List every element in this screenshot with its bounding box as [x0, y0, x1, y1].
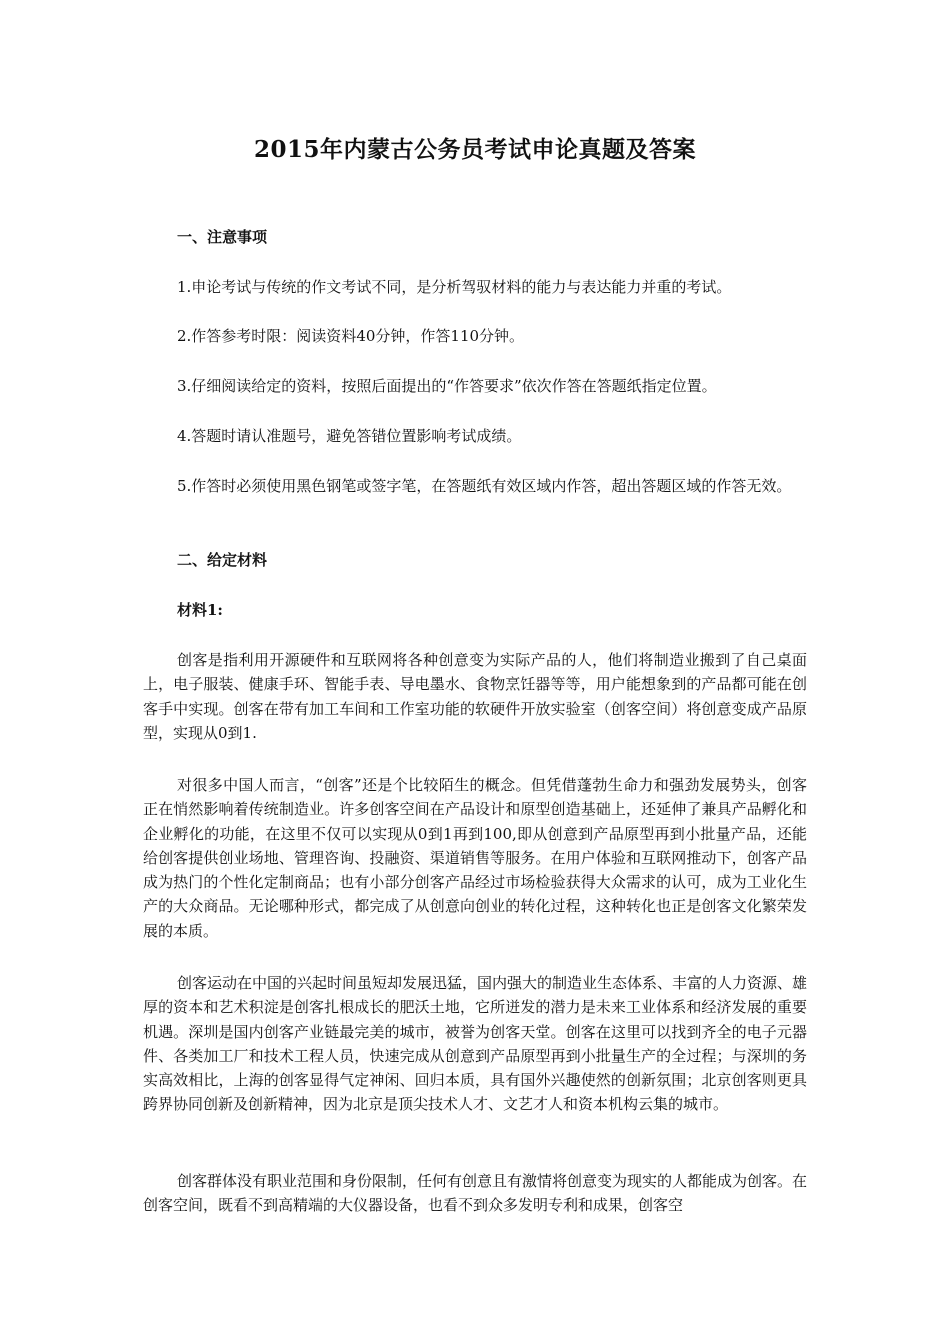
note-item-4: 4.答题时请认准题号，避免答错位置影响考试成绩。	[177, 427, 522, 445]
note-item-2: 2.作答参考时限：阅读资料40分钟，作答110分钟。	[177, 327, 525, 345]
note-item-1: 1.申论考试与传统的作文考试不同，是分析驾驭材料的能力与表达能力并重的考试。	[177, 278, 732, 296]
material-paragraph-3: 创客运动在中国的兴起时间虽短却发展迅猛，国内强大的制造业生态体系、丰富的人力资源、雄厚的资本和艺术积淀是创客扎根成长的肥沃土地，它所迸发的潜力是未来工业体系和经济发展的重要机遇。深圳是国内创客产业链最完美的城市，被誉为创客天堂。创客在这里可以找到齐全的电子元器件、各类加工厂和技术工程人员，快速完成从创意到产品原型再到小批量生产的全过程；与深圳的务实高效相比，上海的创客显得气定神闲、回归本质，具有国外兴趣使然的创新氛围；北京创客则更具跨界协同创新及创新精神，因为北京是顶尖技术人才、文艺才人和资本机构云集的城市。	[143, 974, 808, 1114]
section-heading-materials: 二、给定材料	[177, 551, 268, 569]
material-paragraph-2: 对很多中国人而言，“创客”还是个比较陌生的概念。但凭借蓬勃生命力和强劲发展势头，创客正在悄然影响着传统制造业。许多创客空间在产品设计和原型创造基础上，还延伸了兼具产品孵化和企业孵化的功能，在这里不仅可以实现从0到1再到100,即从创意到产品原型再到小批量产品，还能给创客提供创业场地、管理咨询、投融资、渠道销售等服务。在用户体验和互联网推动下，创客产品成为热门的个性化定制商品；也有小部分创客产品经过市场检验获得大众需求的认可，成为工业化生产的大众商品。无论哪种形式，都完成了从创意向创业的转化过程，这种转化也正是创客文化繁荣发展的本质。	[143, 776, 807, 940]
material-1-label: 材料1:	[177, 601, 223, 619]
note-item-3: 3.仔细阅读给定的资料，按照后面提出的“作答要求”依次作答在答题纸指定位置。	[177, 377, 717, 395]
note-item-5: 5.作答时必须使用黑色钢笔或签字笔，在答题纸有效区域内作答，超出答题区域的作答无效。	[177, 477, 792, 495]
material-paragraph-4: 创客群体没有职业范围和身份限制，任何有创意且有激情将创意变为现实的人都能成为创客。在创客空间，既看不到高精端的大仪器设备，也看不到众多发明专利和成果，创客空	[143, 1172, 808, 1215]
page-title: 2015年内蒙古公务员考试申论真题及答案	[253, 136, 696, 163]
material-paragraph-1: 创客是指利用开源硬件和互联网将各种创意变为实际产品的人，他们将制造业搬到了自己桌面上，电子服装、健康手环、智能手表、导电墨水、食物烹饪器等等，用户能想象到的产品都可能在创客手中实现。创客在带有加工车间和工作室功能的软硬件开放实验室（创客空间）将创意变成产品原型，实现从0到1.	[143, 651, 807, 742]
section-heading-notes: 一、注意事项	[177, 228, 268, 246]
